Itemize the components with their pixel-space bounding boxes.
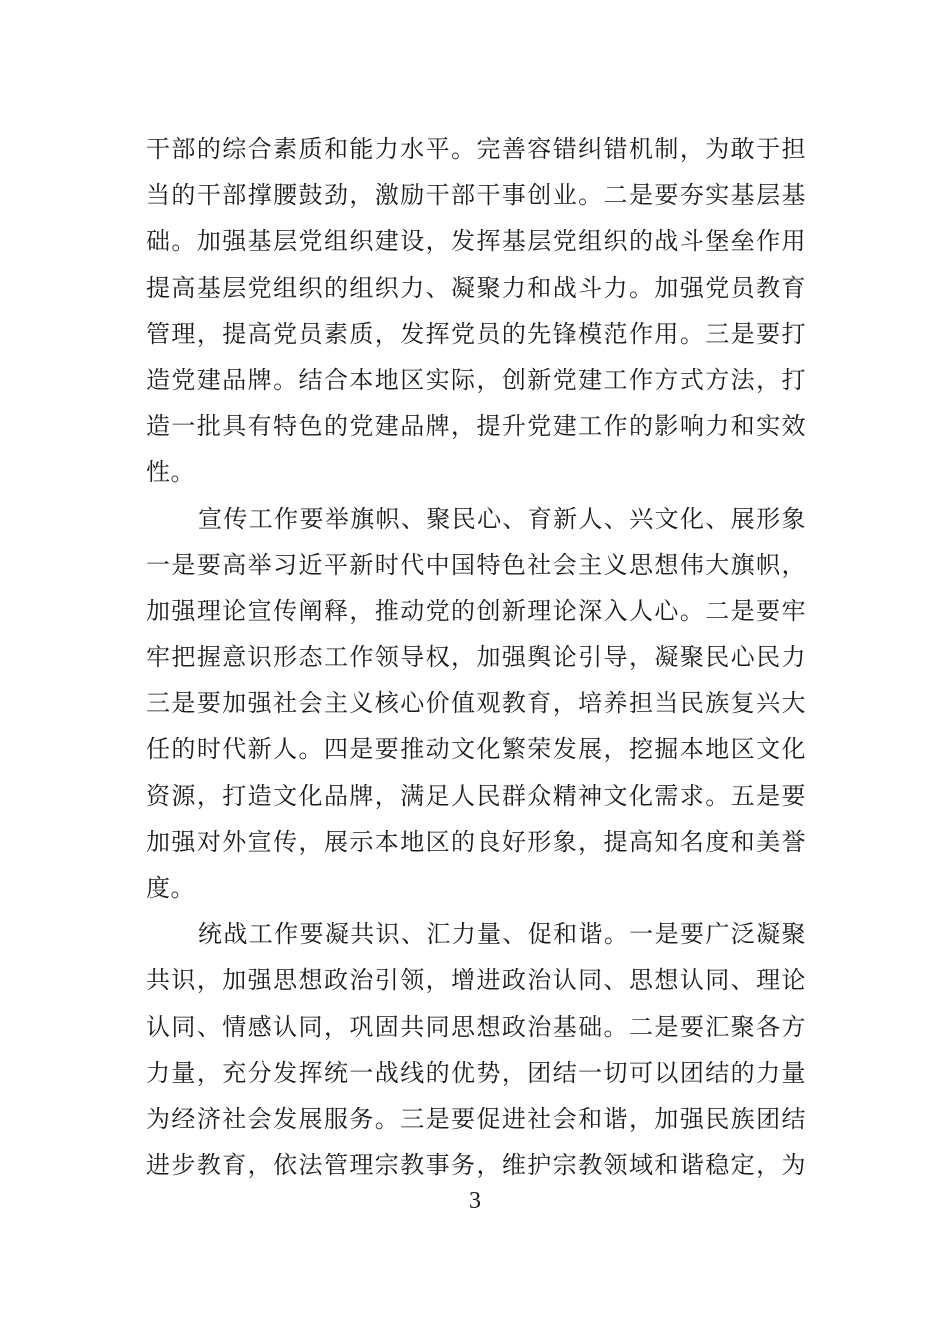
text-line: 牢把握意识形态工作领导权，加强舆论引导，凝聚民心民力 [146,643,806,672]
text-line: 管理，提高党员素质，发挥党员的先锋模范作用。三是要打 [146,319,806,348]
page-number: 3 [469,1188,481,1214]
text-line: 干部的综合素质和能力水平。完善容错纠错机制，为敢于担 [146,135,806,163]
text-line: 度。 [146,874,195,902]
text-line: 认同、情感认同，巩固共同思想政治基础。二是要汇聚各方 [146,1012,806,1041]
text-line: 性。 [146,458,195,487]
text-line: 加强对外宣传，展示本地区的良好形象，提高知名度和美誉 [146,827,806,856]
text-line: 当的干部撑腰鼓劲，激励干部干事创业。二是要夯实基层基 [146,181,806,210]
text-line: 础。加强基层党组织建设，发挥基层党组织的战斗堡垒作用 [146,227,806,256]
text-line: 造党建品牌。结合本地区实际，创新党建工作方式方法，打 [146,365,806,394]
text-line: 共识，加强思想政治引领，增进政治认同、思想认同、理论 [146,966,806,995]
body-text [146,126,806,1188]
text-line: 力量，充分发挥统一战线的优势，团结一切可以团结的力量 [146,1058,806,1087]
text-line: 统战工作要凝共识、汇力量、促和谐。一是要广泛凝聚 [198,920,806,949]
text-line: 提高基层党组织的组织力、凝聚力和战斗力。加强党员教育 [146,273,806,302]
text-line: 加强理论宣传阐释，推动党的创新理论深入人心。二是要牢 [146,596,806,625]
text-line: 资源，打造文化品牌，满足人民群众精神文化需求。五是要 [146,781,806,810]
text-line: 一是要高举习近平新时代中国特色社会主义思想伟大旗帜， [146,550,806,579]
text-line: 任的时代新人。四是要推动文化繁荣发展，挖掘本地区文化 [146,735,806,764]
text-line: 三是要加强社会主义核心价值观教育，培养担当民族复兴大 [146,689,806,718]
text-line: 为经济社会发展服务。三是要促进社会和谐，加强民族团结 [146,1104,806,1133]
text-line: 进步教育，依法管理宗教事务，维护宗教领域和谐稳定，为 [146,1151,806,1180]
text-line: 宣传工作要举旗帜、聚民心、育新人、兴文化、展形象 [198,504,806,533]
text-line: 造一批具有特色的党建品牌，提升党建工作的影响力和实效 [146,412,806,441]
